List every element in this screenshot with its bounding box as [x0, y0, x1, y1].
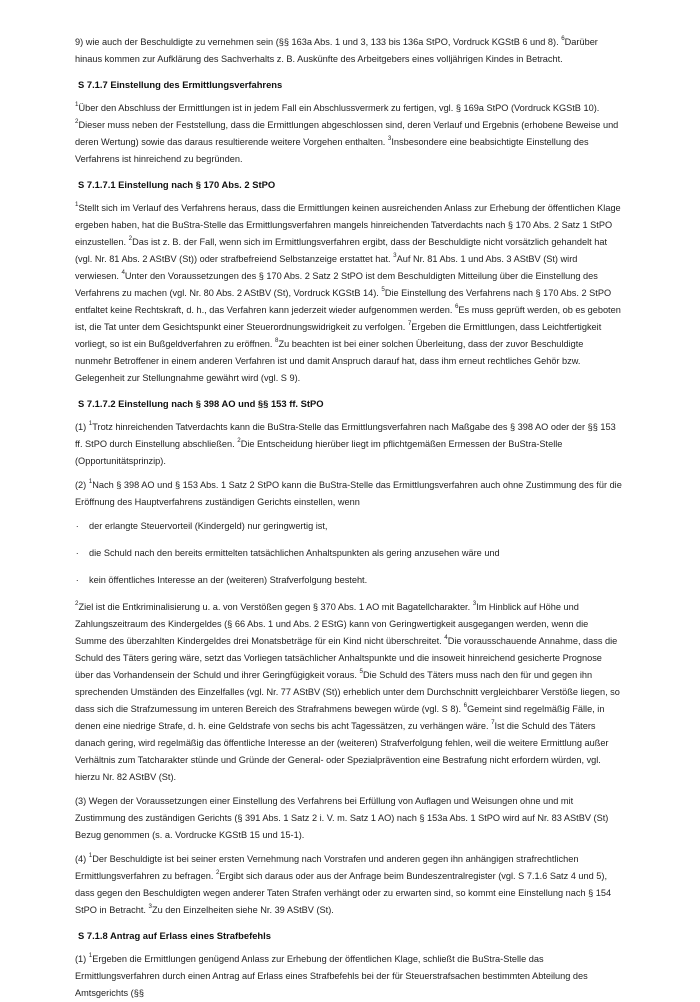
sentence-number: 2	[215, 868, 220, 876]
sentence-number: 4	[121, 268, 125, 276]
section-heading: S 7.1.7 Einstellung des Ermittlungsverfahrens	[78, 79, 283, 90]
sentence-text: Die vorausschauende Annahme, dass die Schuld des Täters gering wäre, setzt das Vorliegen tatsächlicher Anhaltspunkte und die insoweit hinreichend gesicherte Prognose über das Vorhandensein der Schuld und ihrer Geringfügigkeit voraus.	[75, 636, 618, 680]
sentence-text: Es muss geprüft werden, ob es geboten ist, die Tat unter dem Gesichtspunkt einer Steuerordnungswidrigkeit zu verfolgen.	[75, 305, 621, 332]
sentence-text: Ergeben die Ermittlungen, dass Leichtfertigkeit vorliegt, so ist ein Bußgeldverfahren zu eröffnen.	[75, 322, 602, 349]
sentence-text: Zu den Einzelheiten siehe Nr. 39 AStBV (St).	[152, 905, 334, 915]
sentence-number: 7	[407, 319, 412, 327]
sentence-number: 2	[237, 436, 241, 444]
sentence-text: Die Schuld des Täters muss nach den für und gegen ihn sprechenden Umständen des Einzelfalles (vgl. Nr. 77 AStBV (St)) erheblich unter dem Durchschnitt vergleichbarer Verstöße liegen, so dass sich die Strafzumessung im unteren Bereich des Strafrahmens bewegen würde (vgl. S 8).	[75, 670, 620, 714]
sentence-text: Stellt sich im Verlauf des Verfahrens heraus, dass die Ermittlungen keinen ausreichenden Anlass zur Erhebung der öffentlichen Klage ergeben haben, hat die BuStra-Stelle das Ermittlungsverfahren mangels hinreichenden Tatverdachts nach § 170 Abs. 2 Satz 1 StPO einzustellen.	[75, 203, 621, 247]
section-heading: S 7.1.7.1 Einstellung nach § 170 Abs. 2 StPO	[78, 179, 276, 190]
sentence-text: (2)	[75, 480, 89, 490]
section-heading: S 7.1.8 Antrag auf Erlass eines Strafbefehls	[78, 930, 271, 941]
sentence-text: Über den Abschluss der Ermittlungen ist in jedem Fall ein Abschlussvermerk zu fertigen, vgl. § 169a StPO (Vordruck KGStB 10).	[78, 103, 600, 113]
sentence-number: 8	[275, 336, 279, 344]
sentence-number: 5	[381, 285, 385, 293]
sentence-number: 6	[561, 34, 565, 42]
sentence-text: Dieser muss neben der Feststellung, dass die Ermittlungen abgeschlossen sind, deren Verlauf und Ergebnis (erhobene Beweise und deren Wertung) sowie das daraus resultierende weitere Vorgehen enthalten.	[75, 120, 619, 147]
list-item-text: der erlangte Steuervorteil (Kindergeld) nur geringwertig ist,	[89, 521, 328, 531]
sentence-number: 3	[387, 134, 392, 142]
sentence-text: Zu beachten ist bei einer solchen Überleitung, dass der zuvor Beschuldigte nunmehr Betroffener in einem anderen Verfahren ist und damit Anspruch darauf hat, dass ihm erneut rechtliches Gehör bzw. Gelegenheit zur Stellungnahme gewährt wird (vgl. S 9).	[75, 339, 584, 383]
sentence-text: 9) wie auch der Beschuldigte zu vernehmen sein (§§ 163a Abs. 1 und 3, 133 bis 136a StPO, Vordruck KGStB 6 und 8).	[75, 37, 562, 47]
list-item	[75, 545, 622, 562]
sentence-number: 6	[463, 701, 468, 709]
paragraph	[75, 200, 622, 387]
sentence-text: Das ist z. B. der Fall, wenn sich im Ermittlungsverfahren ergibt, dass der Beschuldigte nicht vorsätzlich gehandelt hat (vgl. Nr. 81 Abs. 2 AStBV (St)) oder strafbefreiend Selbstanzeige erstattet hat.	[75, 237, 608, 264]
list-item-text: die Schuld nach den bereits ermittelten tatsächlichen Anhaltspunkten als gering anzusehen wäre und	[89, 548, 500, 558]
paragraph	[75, 419, 622, 470]
sentence-number: 4	[444, 633, 448, 641]
list-item-text: kein öffentliches Interesse an der (weiteren) Strafverfolgung besteht.	[89, 575, 368, 585]
sentence-number: 1	[88, 477, 93, 485]
bullet-icon: .	[76, 573, 79, 583]
sentence-number: 6	[454, 302, 459, 310]
sentence-text: Darüber hinaus kommen zur Aufklärung des Sachverhalts z. B. Auskünfte des Arbeitgebers eines volljährigen Kindes in Betracht.	[75, 37, 598, 64]
paragraph	[75, 34, 622, 68]
sentence-number: 7	[491, 718, 495, 726]
sentence-text: Im Hinblick auf Höhe und Zahlungszeitraum des Kindergeldes (§ 66 Abs. 1 und Abs. 2 EStG) kann von Geringwertigkeit ausgegangen werden, wenn die Summe des überzahlten Kindergeldes drei Monatsbeträge für ein Kind nicht überschreitet.	[75, 602, 589, 646]
sentence-number: 3	[393, 251, 397, 259]
sentence-text: Auf Nr. 81 Abs. 1 und Abs. 3 AStBV (St) wird verwiesen.	[75, 254, 578, 281]
sentence-text: Insbesondere eine beabsichtigte Einstellung des Verfahrens ist hinreichend zu begründen.	[75, 137, 589, 164]
paragraph	[75, 793, 622, 844]
sentence-text: Ergibt sich daraus oder aus der Anfrage beim Bundeszentralregister (vgl. S 7.1.6 Satz 4 und 5), dass gegen den Beschuldigten wegen anderer Taten Strafen verhängt oder zu erwarten sind, so kommt eine Einstellung nach § 154 StPO in Betracht.	[75, 871, 612, 915]
sentence-number: 2	[75, 117, 79, 125]
sentence-number: 1	[75, 100, 79, 108]
sentence-number: 2	[128, 234, 133, 242]
bullet-icon: .	[76, 519, 79, 529]
sentence-number: 1	[75, 200, 79, 208]
paragraph	[75, 951, 622, 1002]
sentence-text: Ergeben die Ermittlungen genügend Anlass zur Erhebung der öffentlichen Klage, schließt die BuStra-Stelle das Ermittlungsverfahren durch einen Antrag auf Erlass eines Strafbefehls bei der für Steuerstrafsachen bestimmten Abteilung des Amtsgerichts (§§	[75, 954, 588, 998]
section-heading: S 7.1.7.2 Einstellung nach § 398 AO und §§ 153 ff. StPO	[78, 398, 324, 409]
sentence-number: 1	[88, 419, 93, 427]
sentence-number: 2	[75, 599, 79, 607]
sentence-number: 3	[148, 902, 152, 910]
sentence-text: Trotz hinreichenden Tatverdachts kann die BuStra-Stelle das Ermittlungsverfahren nach Maßgabe des § 398 AO oder der §§ 153 ff. StPO durch Einstellung abschließen.	[75, 422, 616, 449]
sentence-text: (3) Wegen der Voraussetzungen einer Einstellung des Verfahrens bei Erfüllung von Auflagen und Weisungen ohne und mit Zustimmung des zuständigen Gerichts (§ 391 Abs. 1 Satz 2 i. V. m. Satz 1 AO) nach § 153a Abs. 1 StPO wird auf Nr. 83 AStBV (St) Bezug genommen (s. a. Vordrucke KGStB 15 und 15-1).	[75, 796, 609, 840]
sentence-text: (1)	[75, 422, 89, 432]
sentence-text: Unter den Voraussetzungen des § 170 Abs. 2 Satz 2 StPO ist dem Beschuldigten Mitteilung über die Einstellung des Verfahrens zu machen (vgl. Nr. 80 Abs. 2 AStBV (St), Vordruck KGStB 14).	[75, 271, 598, 298]
list-item	[75, 518, 622, 535]
bullet-icon: .	[76, 546, 79, 556]
sentence-number: 1	[88, 851, 93, 859]
sentence-text: Die Einstellung des Verfahrens nach § 170 Abs. 2 StPO entfaltet keine Rechtskraft, d. h., das Verfahren kann jederzeit wieder aufgenommen werden.	[75, 288, 612, 315]
sentence-number: 5	[359, 667, 363, 675]
paragraph	[75, 477, 622, 511]
sentence-text: Gemeint sind regelmäßig Fälle, in denen eine niedrige Strafe, d. h. eine Geldstrafe von sechs bis acht Tagessätzen, zu verhängen wäre.	[75, 704, 605, 731]
paragraph	[75, 599, 622, 786]
list-item	[75, 572, 622, 589]
paragraph	[75, 851, 622, 919]
sentence-text: Die Entscheidung hierüber liegt im pflichtgemäßen Ermessen der BuStra-Stelle (Opportunitätsprinzip).	[75, 439, 563, 466]
sentence-text: (1)	[75, 954, 89, 964]
paragraph	[75, 100, 622, 168]
sentence-text: Ziel ist die Entkriminalisierung u. a. von Verstößen gegen § 370 Abs. 1 AO mit Bagatellcharakter.	[78, 602, 473, 612]
sentence-text: Nach § 398 AO und § 153 Abs. 1 Satz 2 StPO kann die BuStra-Stelle das Ermittlungsverfahren auch ohne Zustimmung des für die Eröffnung des Hauptverfahrens zuständigen Gerichts einstellen, wenn	[75, 480, 622, 507]
sentence-text: (4)	[75, 854, 89, 864]
sentence-number: 3	[472, 599, 477, 607]
sentence-number: 1	[88, 951, 93, 959]
sentence-text: Ist die Schuld des Täters danach gering, wird regelmäßig das öffentliche Interesse an der (weiteren) Strafverfolgung fehlen, weil die weitere Ermittlung außer Verhältnis zum Tatcharakter stünde und Gründe der General- oder Spezialprävention eine Bestrafung nicht erfordern würden, vgl. hierzu Nr. 82 AStBV (St).	[75, 721, 609, 782]
sentence-text: Der Beschuldigte ist bei seiner ersten Vernehmung nach Vorstrafen und anderen gegen ihn anhängigen strafrechtlichen Ermittlungsverfahren zu befragen.	[75, 854, 579, 881]
